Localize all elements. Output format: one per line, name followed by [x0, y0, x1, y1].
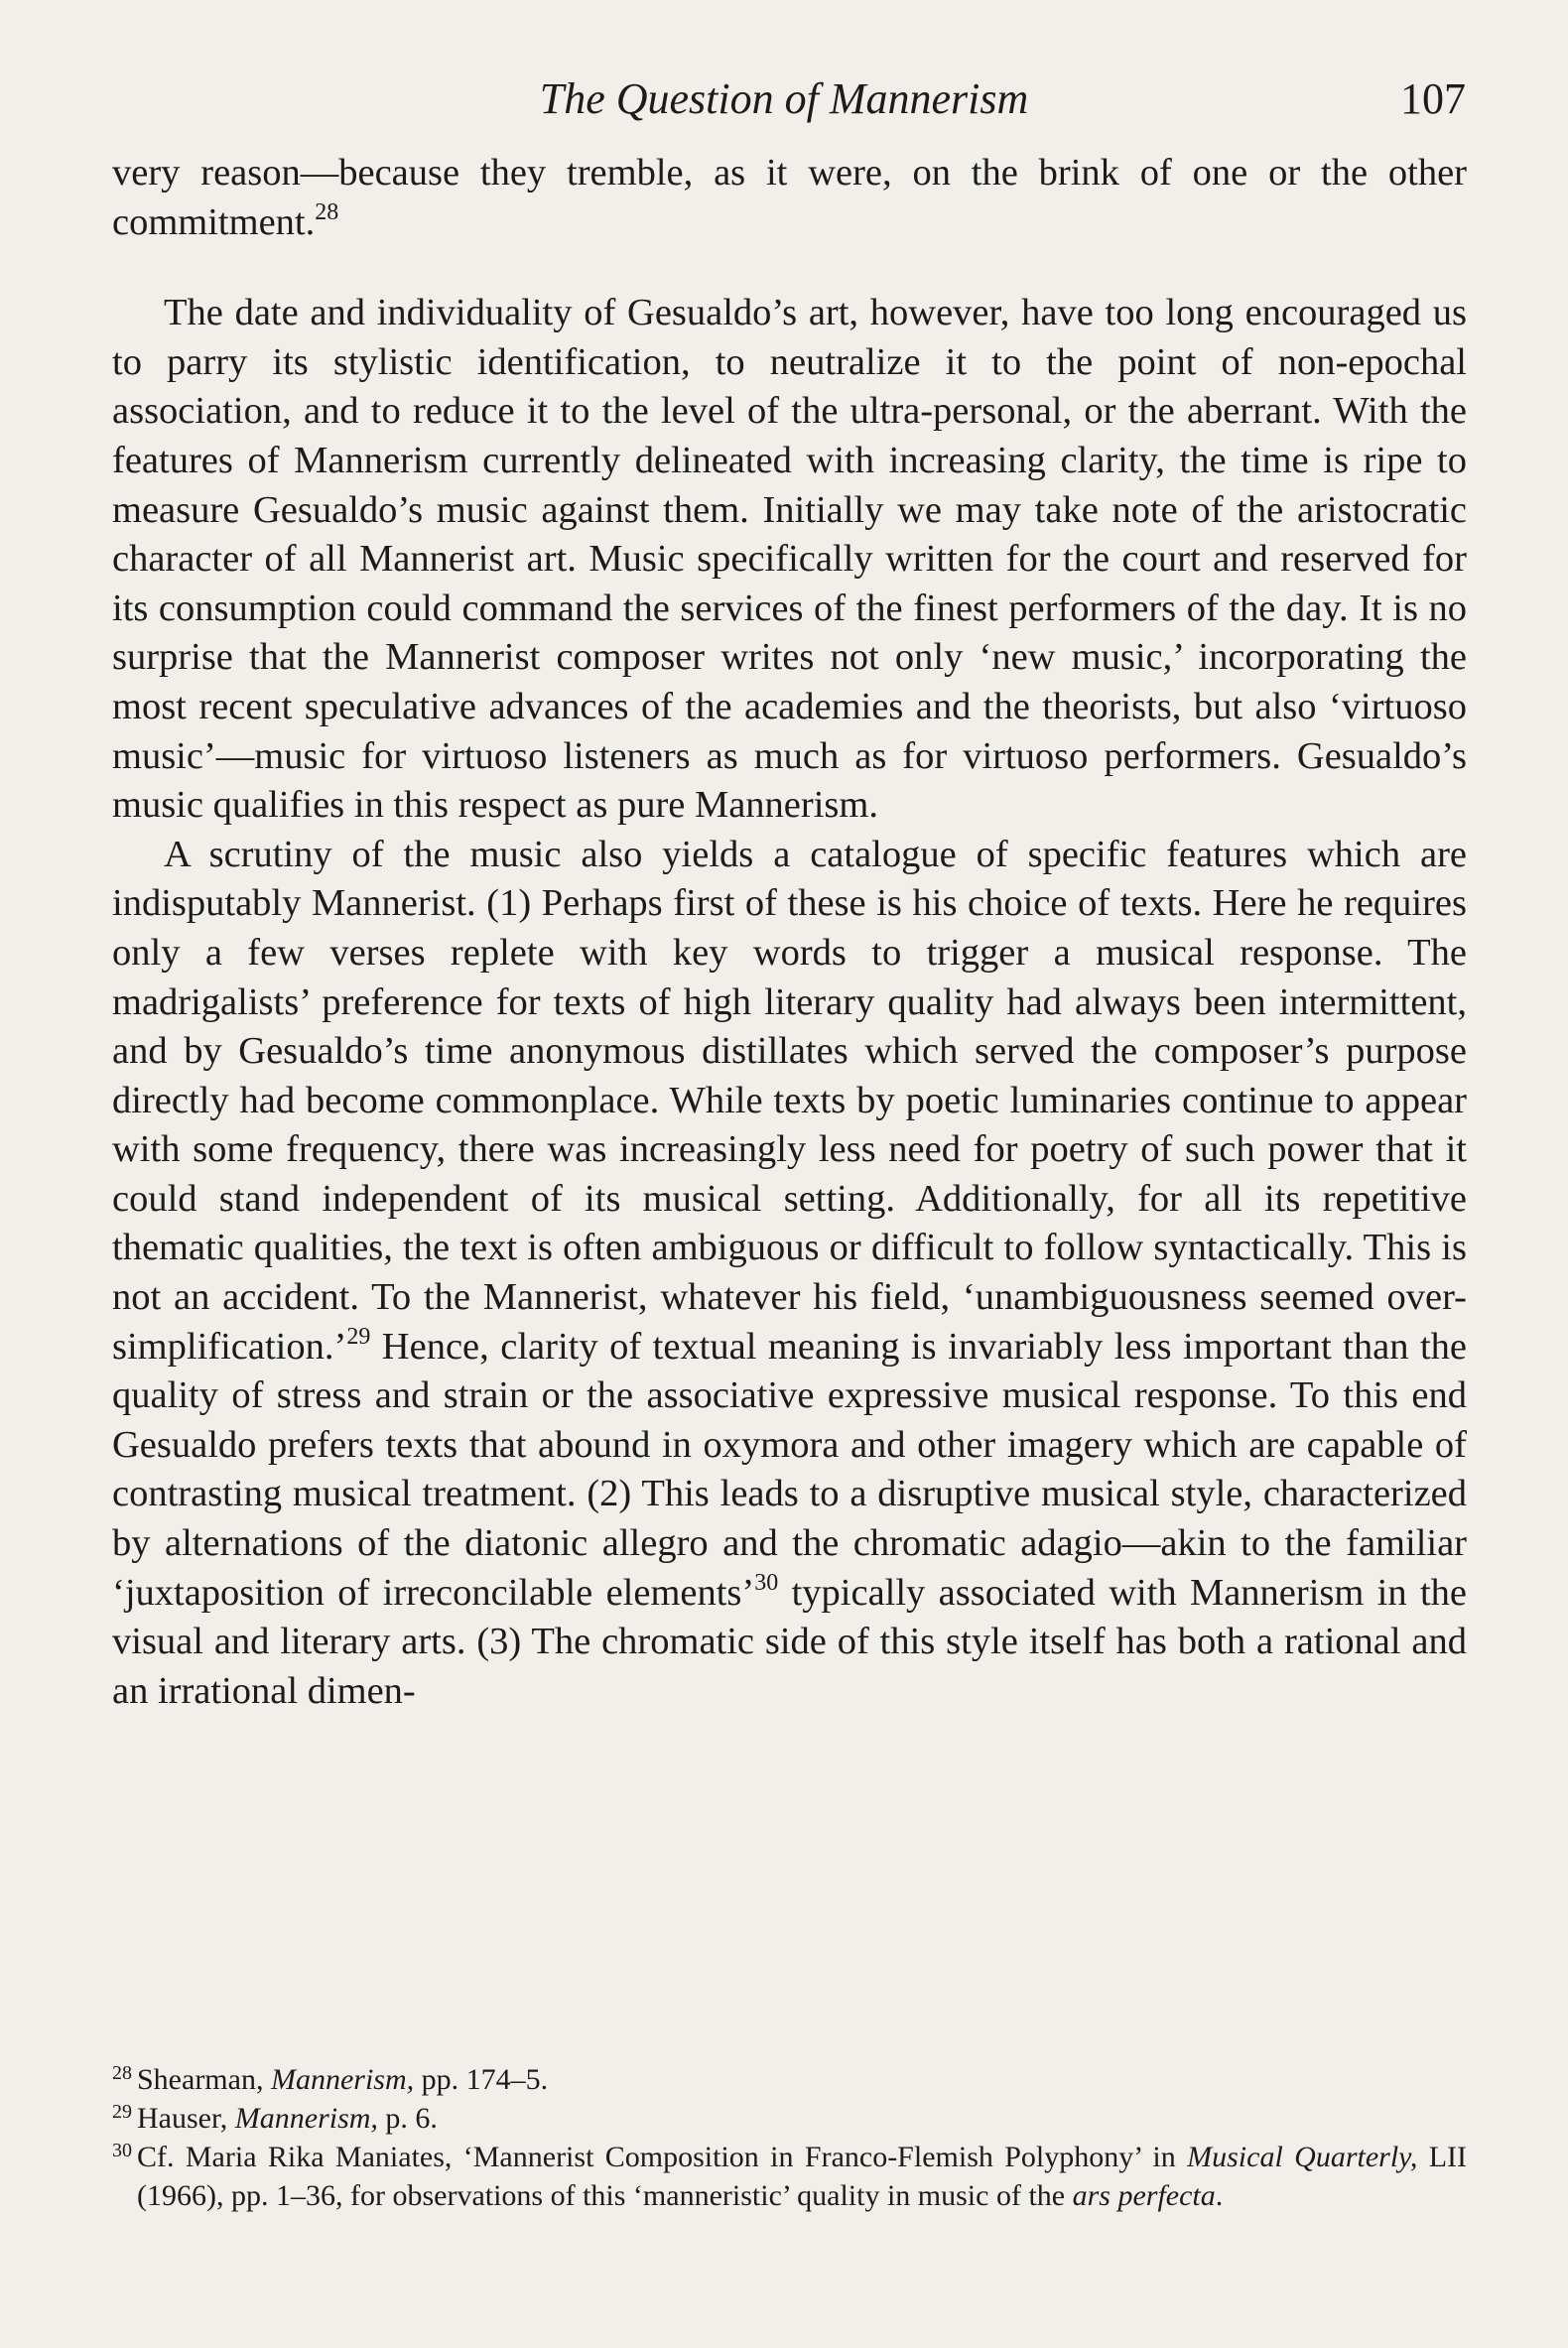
footnote-28: 28 Shearman, Mannerism, pp. 174–5.: [112, 2062, 549, 2096]
footnote-text: p. 6.: [377, 2102, 438, 2135]
footnote-text: .: [1215, 2179, 1224, 2212]
footnote-term: ars perfecta: [1072, 2179, 1216, 2212]
paragraph-text: A scrutiny of the music also yields a catalogue of specific features which are indisputably Mannerist. (1) Perhaps first of these is his choice of texts. Here he requires only a few verses replete with key words to trigger a musical response. The madrigalists’ preference for texts of high literary quality had always been intermittent, and by Gesualdo’s time anonymous distillates which served the composer’s purpose directly had become commonplace. While texts by poetic luminaries continue to appear with some frequency, there was increasingly less need for poetry of such power that it could stand independent of its musical setting. Additionally, for all its repetitive thematic qualities, the text is often ambiguous or difficult to follow syntactically. This is not an accident. To the Mannerist, whatever his field, ‘unambiguousness seemed over-simplification.’: [112, 833, 1467, 1368]
paragraph-text: very reason—because they tremble, as it were, on the brink of one or the other commitment.: [112, 152, 1467, 243]
footnote-title: Mannerism,: [234, 2102, 378, 2135]
running-head: [0, 69, 1568, 129]
footnote-text: Cf. Maria Rika Maniates, ‘Mannerist Composition in Franco-Flemish Polyphony’ in: [137, 2141, 1188, 2173]
page-number: 107: [1400, 74, 1466, 123]
footnote-title: Mannerism,: [270, 2063, 415, 2096]
footnote-reference: 29: [346, 1323, 371, 1350]
footnote-text: Shearman,: [137, 2063, 271, 2096]
paragraph-continuation: [112, 149, 1467, 247]
footnote-reference: 30: [754, 1569, 779, 1596]
paragraph-scrutiny: [112, 831, 1467, 1717]
footnote-text: LII (1966), pp. 1–36, for observations of this ‘manneristic’ quality in music of the: [137, 2141, 1468, 2212]
footnote-text: Hauser,: [137, 2102, 235, 2135]
paragraph-text: typically associated with Mannerism in the visual and literary arts. (3) The chromatic side of this style itself has both a rational and an irrational dimen-: [112, 1571, 1467, 1712]
footnote-29: 29 Hauser, Mannerism, p. 6.: [112, 2101, 438, 2135]
paragraph-gesualdo-date: The date and individuality of Gesualdo’s art, however, have too long encouraged us to parry its stylistic identification, to neutralize it to the point of non-epochal association, and to reduce it to the level of the ultra-personal, or the aberrant. With the features of Mannerism currently delineated with increasing clarity, the time is ripe to measure Gesualdo’s music against them. Initially we may take note of the aristocratic character of all Mannerist art. Music specifically written for the court and reserved for its consumption could command the services of the finest performers of the day. It is no surprise that the Mannerist composer writes not only ‘new music,’ incorporating the most recent speculative advances of the academies and the theorists, but also ‘virtuoso music’—music for virtuoso listeners as much as for virtuoso performers. Gesualdo’s music qualifies in this respect as pure Mannerism.: [112, 292, 1467, 827]
footnote-text: pp. 174–5.: [414, 2063, 549, 2096]
footnotes: [112, 2060, 1467, 2215]
running-title: The Question of Mannerism: [539, 74, 1029, 123]
footnote-reference: 28: [315, 198, 339, 225]
footnote-30: 30 Cf. Maria Rika Maniates, ‘Mannerist Composition in Franco-Flemish Polyphony’ in Musical Quarterly, LII (1966), pp. 1–36, for observations of this ‘manneristic’ quality in music of the ars perfecta.: [112, 2140, 1468, 2212]
body-text: [112, 149, 1467, 1716]
paragraph-text: Hence, clarity of textual meaning is invariably less important than the quality of stress and strain or the associative expressive musical response. To this end Gesualdo prefers texts that abound in oxymora and other imagery which are capable of contrasting musical treatment. (2) This leads to a disruptive musical style, characterized by alternations of the diatonic allegro and the chromatic adagio—akin to the familiar ‘juxtaposition of irreconcilable elements’: [112, 1325, 1467, 1614]
footnote-journal: Musical Quarterly,: [1187, 2141, 1418, 2173]
